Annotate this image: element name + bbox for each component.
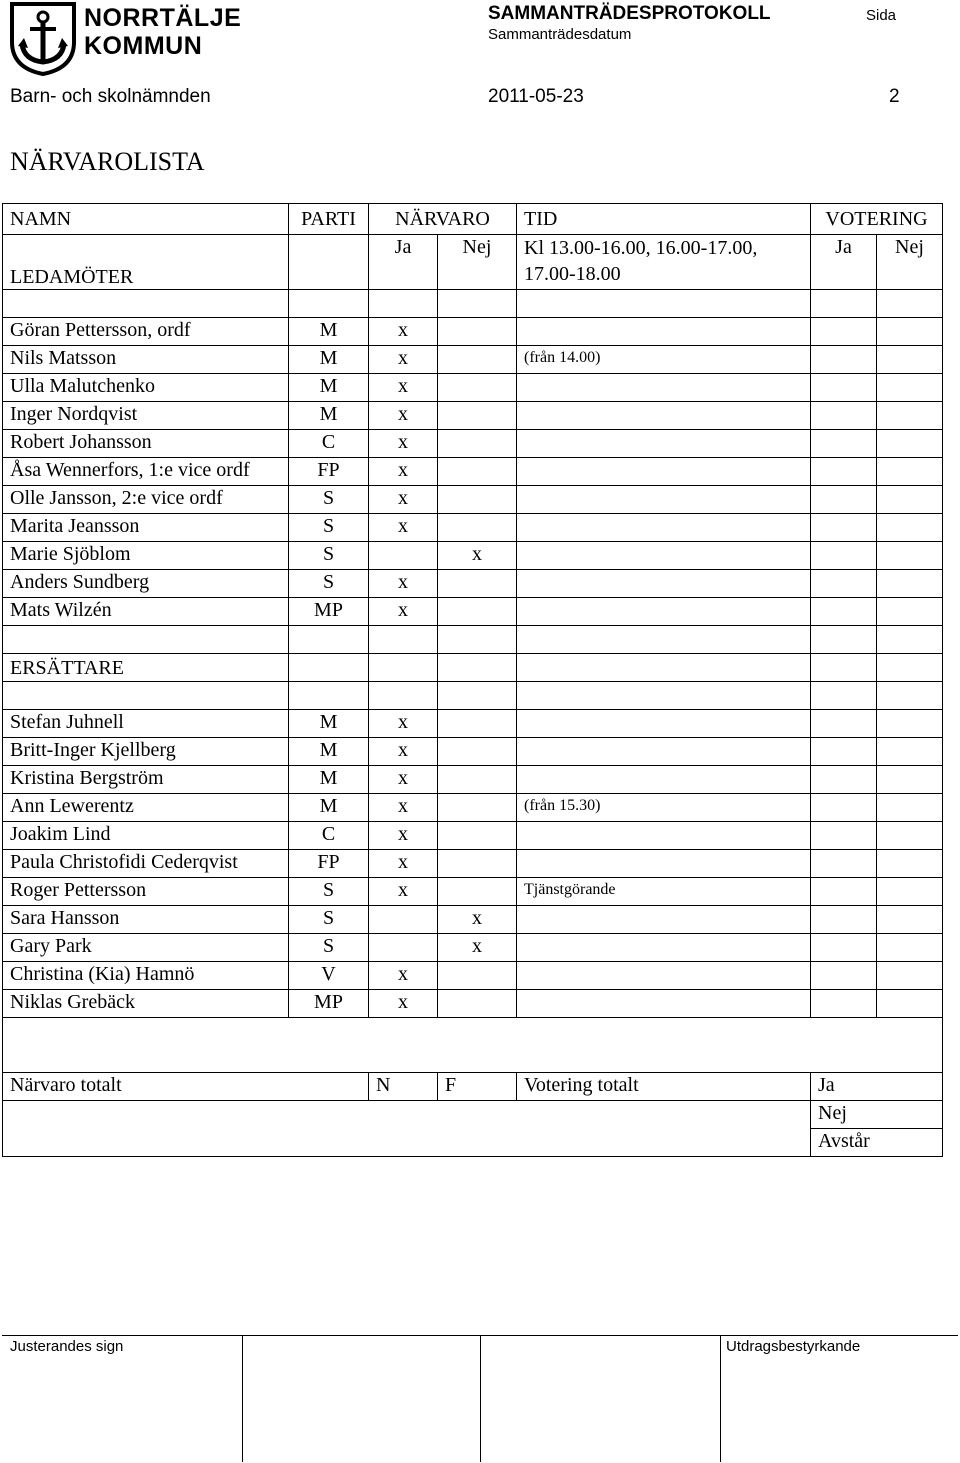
time-cell <box>517 962 811 990</box>
presence-nej-cell <box>438 766 517 794</box>
table-row <box>3 738 943 766</box>
time-cell: Tjänstgörande <box>517 878 811 906</box>
vote-ja-cell <box>811 458 877 486</box>
vote-ja-cell <box>811 906 877 934</box>
spacer-row <box>3 682 943 710</box>
person-name: Paula Christofidi Cederqvist <box>3 850 289 878</box>
page-label: Sida <box>866 7 897 24</box>
party-cell: S <box>289 486 369 514</box>
presence-nej-cell <box>438 486 517 514</box>
municipality-line1: NORRTÄLJE <box>84 4 242 32</box>
person-name: Britt-Inger Kjellberg <box>3 738 289 766</box>
vote-nej-cell <box>877 486 943 514</box>
signature-footer <box>2 1335 958 1462</box>
vote-ja-cell <box>811 850 877 878</box>
vote-nej-label: Nej <box>811 1101 943 1129</box>
presence-ja-cell: x <box>369 570 438 598</box>
extract-box <box>720 1336 721 1462</box>
table-row <box>3 486 943 514</box>
vote-ja-cell <box>811 990 877 1018</box>
presence-ja-cell: x <box>369 598 438 626</box>
table-row <box>3 346 943 374</box>
municipality-crest-icon <box>10 2 76 76</box>
table-row <box>3 710 943 738</box>
time-cell <box>517 906 811 934</box>
person-name: Ulla Malutchenko <box>3 374 289 402</box>
vote-nej-cell <box>877 346 943 374</box>
time-cell <box>517 710 811 738</box>
totals-row <box>3 1073 943 1101</box>
time-cell <box>517 514 811 542</box>
party-cell: M <box>289 318 369 346</box>
total-f-label: F <box>438 1073 517 1101</box>
time-cell: (från 15.30) <box>517 794 811 822</box>
time-cell <box>517 458 811 486</box>
table-row <box>3 402 943 430</box>
party-cell: C <box>289 822 369 850</box>
vote-nej-cell <box>877 542 943 570</box>
person-name: Stefan Juhnell <box>3 710 289 738</box>
party-cell: S <box>289 570 369 598</box>
page-title: NÄRVAROLISTA <box>10 147 205 176</box>
presence-nej-cell <box>438 850 517 878</box>
party-cell: S <box>289 878 369 906</box>
presence-ja-cell: x <box>369 794 438 822</box>
presence-ja-cell: x <box>369 346 438 374</box>
party-cell: FP <box>289 458 369 486</box>
person-name: Robert Johansson <box>3 430 289 458</box>
party-cell: C <box>289 430 369 458</box>
presence-ja-cell: x <box>369 318 438 346</box>
vote-nej-cell <box>877 990 943 1018</box>
vote-nej-cell <box>877 738 943 766</box>
party-cell: S <box>289 514 369 542</box>
vote-nej-cell <box>877 906 943 934</box>
table-row <box>3 850 943 878</box>
table-row <box>3 906 943 934</box>
blank-row <box>3 1018 943 1073</box>
table-row <box>3 318 943 346</box>
person-name: Olle Jansson, 2:e vice ordf <box>3 486 289 514</box>
presence-ja-cell: x <box>369 878 438 906</box>
presence-nej-cell <box>438 710 517 738</box>
presence-ja-cell <box>369 906 438 934</box>
party-cell: S <box>289 906 369 934</box>
page-header <box>0 0 960 120</box>
attendance-table <box>2 203 943 1157</box>
vote-nej-cell <box>877 934 943 962</box>
presence-ja-cell: x <box>369 962 438 990</box>
municipality-name <box>84 4 241 60</box>
time-cell <box>517 934 811 962</box>
presence-ja-cell: x <box>369 374 438 402</box>
vote-nej-cell <box>877 710 943 738</box>
vote-nej-cell <box>877 402 943 430</box>
time-cell <box>517 430 811 458</box>
person-name: Niklas Grebäck <box>3 990 289 1018</box>
presence-total-label: Närvaro totalt <box>3 1073 369 1101</box>
vote-abstain-label: Avstår <box>811 1129 943 1157</box>
subheader-ja: Ja <box>369 235 438 290</box>
time-cell <box>517 598 811 626</box>
subheader-time-line1: Kl 13.00-16.00, 16.00-17.00, <box>524 237 758 259</box>
vote-nej-cell <box>877 822 943 850</box>
presence-nej-cell <box>438 514 517 542</box>
sign-label: Justerandes sign <box>10 1338 124 1355</box>
vote-ja-cell <box>811 430 877 458</box>
person-name: Mats Wilzén <box>3 598 289 626</box>
person-name: Kristina Bergström <box>3 766 289 794</box>
party-cell: M <box>289 346 369 374</box>
header-voting: VOTERING <box>811 204 943 235</box>
time-cell <box>517 486 811 514</box>
vote-ja-cell <box>811 598 877 626</box>
vote-ja-cell <box>811 318 877 346</box>
party-cell: S <box>289 934 369 962</box>
party-cell: S <box>289 542 369 570</box>
time-cell <box>517 738 811 766</box>
header-name: NAMN <box>3 204 289 235</box>
person-name: Marie Sjöblom <box>3 542 289 570</box>
presence-nej-cell <box>438 346 517 374</box>
vote-ja-label: Ja <box>811 1073 943 1101</box>
subheader-time-line2: 17.00-18.00 <box>524 263 621 285</box>
presence-nej-cell <box>438 402 517 430</box>
total-n-label: N <box>369 1073 438 1101</box>
vote-ja-cell <box>811 822 877 850</box>
vote-ja-cell <box>811 542 877 570</box>
presence-ja-cell <box>369 542 438 570</box>
presence-ja-cell: x <box>369 430 438 458</box>
person-name: Göran Pettersson, ordf <box>3 318 289 346</box>
vote-nej-cell <box>877 962 943 990</box>
time-cell <box>517 542 811 570</box>
presence-ja-cell: x <box>369 710 438 738</box>
table-row <box>3 458 943 486</box>
vote-nej-cell <box>877 430 943 458</box>
totals-row-abstain <box>3 1129 943 1157</box>
person-name: Ann Lewerentz <box>3 794 289 822</box>
presence-nej-cell <box>438 822 517 850</box>
person-name: Joakim Lind <box>3 822 289 850</box>
person-name: Inger Nordqvist <box>3 402 289 430</box>
presence-ja-cell: x <box>369 458 438 486</box>
section-label-substitutes: ERSÄTTARE <box>3 654 289 682</box>
table-row <box>3 990 943 1018</box>
vote-ja-cell <box>811 766 877 794</box>
presence-nej-cell <box>438 738 517 766</box>
presence-nej-cell: x <box>438 542 517 570</box>
presence-nej-cell <box>438 570 517 598</box>
vote-ja-cell <box>811 738 877 766</box>
person-name: Roger Pettersson <box>3 878 289 906</box>
time-cell <box>517 402 811 430</box>
vote-nej-cell <box>877 598 943 626</box>
section-row-substitutes <box>3 654 943 682</box>
presence-nej-cell: x <box>438 934 517 962</box>
presence-nej-cell <box>438 878 517 906</box>
header-presence: NÄRVARO <box>369 204 517 235</box>
section-label-members: LEDAMÖTER <box>3 235 289 290</box>
members-body <box>3 318 943 626</box>
party-cell: M <box>289 766 369 794</box>
sign-box-2 <box>480 1336 481 1462</box>
table-row <box>3 766 943 794</box>
time-cell <box>517 822 811 850</box>
party-cell: FP <box>289 850 369 878</box>
protocol-subtitle: Sammanträdesdatum <box>488 26 632 43</box>
presence-ja-cell: x <box>369 486 438 514</box>
spacer-row <box>3 626 943 654</box>
presence-ja-cell: x <box>369 402 438 430</box>
person-name: Åsa Wennerfors, 1:e vice ordf <box>3 458 289 486</box>
table-row <box>3 794 943 822</box>
time-cell <box>517 990 811 1018</box>
vote-ja-cell <box>811 710 877 738</box>
subheader-time <box>517 235 811 290</box>
time-cell <box>517 374 811 402</box>
protocol-title: SAMMANTRÄDESPROTOKOLL <box>488 3 771 24</box>
party-cell: M <box>289 738 369 766</box>
vote-ja-cell <box>811 878 877 906</box>
vote-ja-cell <box>811 514 877 542</box>
header-time: TID <box>517 204 811 235</box>
vote-nej-cell <box>877 374 943 402</box>
person-name: Sara Hansson <box>3 906 289 934</box>
presence-nej-cell <box>438 598 517 626</box>
time-cell <box>517 850 811 878</box>
vote-ja-cell <box>811 346 877 374</box>
subheader-vote-ja: Ja <box>811 235 877 290</box>
extract-label: Utdragsbestyrkande <box>726 1338 861 1355</box>
time-cell <box>517 766 811 794</box>
person-name: Christina (Kia) Hamnö <box>3 962 289 990</box>
time-cell: (från 14.00) <box>517 346 811 374</box>
presence-ja-cell: x <box>369 738 438 766</box>
substitutes-body <box>3 710 943 1018</box>
presence-ja-cell: x <box>369 990 438 1018</box>
party-cell: M <box>289 794 369 822</box>
table-row <box>3 822 943 850</box>
person-name: Marita Jeansson <box>3 514 289 542</box>
presence-nej-cell <box>438 374 517 402</box>
vote-nej-cell <box>877 570 943 598</box>
presence-ja-cell <box>369 934 438 962</box>
meeting-date: 2011-05-23 <box>488 86 584 107</box>
subheader-vote-nej: Nej <box>877 235 943 290</box>
vote-nej-cell <box>877 514 943 542</box>
party-cell: MP <box>289 990 369 1018</box>
presence-nej-cell <box>438 430 517 458</box>
table-row <box>3 430 943 458</box>
vote-ja-cell <box>811 794 877 822</box>
municipality-line2: KOMMUN <box>84 32 203 60</box>
time-cell <box>517 318 811 346</box>
table-row <box>3 934 943 962</box>
vote-nej-cell <box>877 766 943 794</box>
table-row <box>3 514 943 542</box>
subheader-party-empty <box>289 235 369 290</box>
vote-nej-cell <box>877 794 943 822</box>
person-name: Gary Park <box>3 934 289 962</box>
header-party: PARTI <box>289 204 369 235</box>
vote-ja-cell <box>811 486 877 514</box>
presence-ja-cell: x <box>369 822 438 850</box>
vote-ja-cell <box>811 934 877 962</box>
presence-ja-cell: x <box>369 514 438 542</box>
presence-nej-cell <box>438 318 517 346</box>
presence-ja-cell: x <box>369 766 438 794</box>
party-cell: MP <box>289 598 369 626</box>
page-number: 2 <box>889 86 900 107</box>
vote-nej-cell <box>877 850 943 878</box>
table-row <box>3 570 943 598</box>
party-cell: M <box>289 374 369 402</box>
presence-nej-cell <box>438 794 517 822</box>
vote-ja-cell <box>811 962 877 990</box>
vote-ja-cell <box>811 374 877 402</box>
sign-box-1 <box>242 1336 243 1462</box>
table-row <box>3 878 943 906</box>
vote-total-label: Votering totalt <box>517 1073 811 1101</box>
vote-nej-cell <box>877 458 943 486</box>
person-name: Anders Sundberg <box>3 570 289 598</box>
table-row <box>3 542 943 570</box>
presence-nej-cell <box>438 458 517 486</box>
table-row <box>3 598 943 626</box>
party-cell: V <box>289 962 369 990</box>
vote-nej-cell <box>877 318 943 346</box>
table-header-row <box>3 204 943 235</box>
presence-nej-cell <box>438 990 517 1018</box>
table-row <box>3 374 943 402</box>
table-row <box>3 962 943 990</box>
time-cell <box>517 570 811 598</box>
vote-ja-cell <box>811 570 877 598</box>
vote-nej-cell <box>877 878 943 906</box>
presence-nej-cell: x <box>438 906 517 934</box>
party-cell: M <box>289 710 369 738</box>
presence-ja-cell: x <box>369 850 438 878</box>
spacer-row <box>3 290 943 318</box>
totals-row-nej <box>3 1101 943 1129</box>
board-name: Barn- och skolnämnden <box>10 86 211 107</box>
table-subheader-row <box>3 235 943 290</box>
subheader-nej: Nej <box>438 235 517 290</box>
presence-nej-cell <box>438 962 517 990</box>
person-name: Nils Matsson <box>3 346 289 374</box>
party-cell: M <box>289 402 369 430</box>
vote-ja-cell <box>811 402 877 430</box>
